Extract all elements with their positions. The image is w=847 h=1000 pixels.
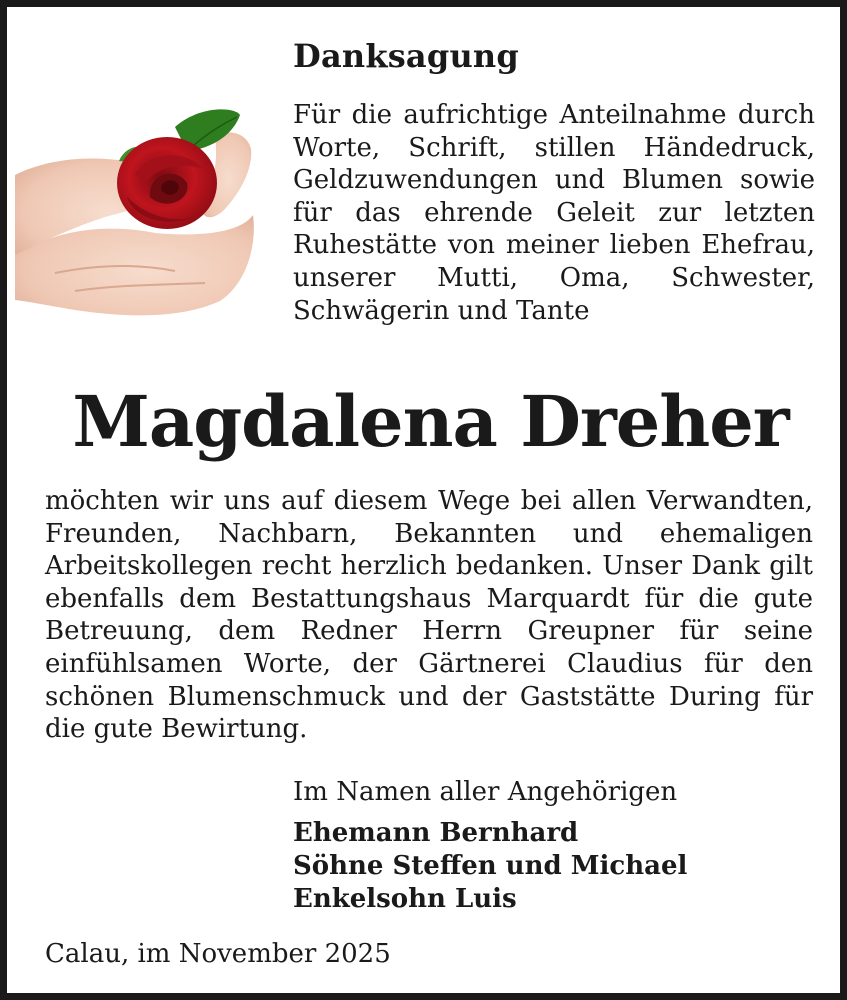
signer-line: Söhne Steffen und Michael xyxy=(293,851,688,881)
deceased-name: Magdalena Dreher xyxy=(72,380,789,463)
signer-line: Ehemann Bernhard xyxy=(293,818,579,848)
place-date: Calau, im November 2025 xyxy=(45,939,391,969)
heading-title: Danksagung xyxy=(293,37,519,75)
signers-list xyxy=(293,817,687,916)
thanks-paragraph: möchten wir uns auf diesem Wege bei allen Verwandten, Freunden, Nachbarn, Bekannten und ehemaligen Arbeitskollegen recht herzlich bedanken. Unser Dank gilt ebenfalls dem Bestattungshaus Marquardt für die gute Betreuung, dem Redner Herrn Greupner für seine einfühlsamen Worte, der Gärtnerei Claudius für den schönen Blumenschmuck und der Gaststätte During für die gute Bewirtung. xyxy=(45,486,813,745)
intro-paragraph: Für die aufrichtige Anteilnahme durch Worte, Schrift, stillen Händedruck, Geldzuwendungen und Blumen sowie für das ehrende Geleit zur letzten Ruhestätte von meiner lieben Ehefrau, unserer Mutti, Oma, Schwester, Schwägerin und Tante xyxy=(293,100,815,326)
closing-line: Im Namen aller Angehörigen xyxy=(293,777,678,807)
signer-line: Enkelsohn Luis xyxy=(293,884,517,914)
hands-with-rose-image xyxy=(15,105,255,317)
